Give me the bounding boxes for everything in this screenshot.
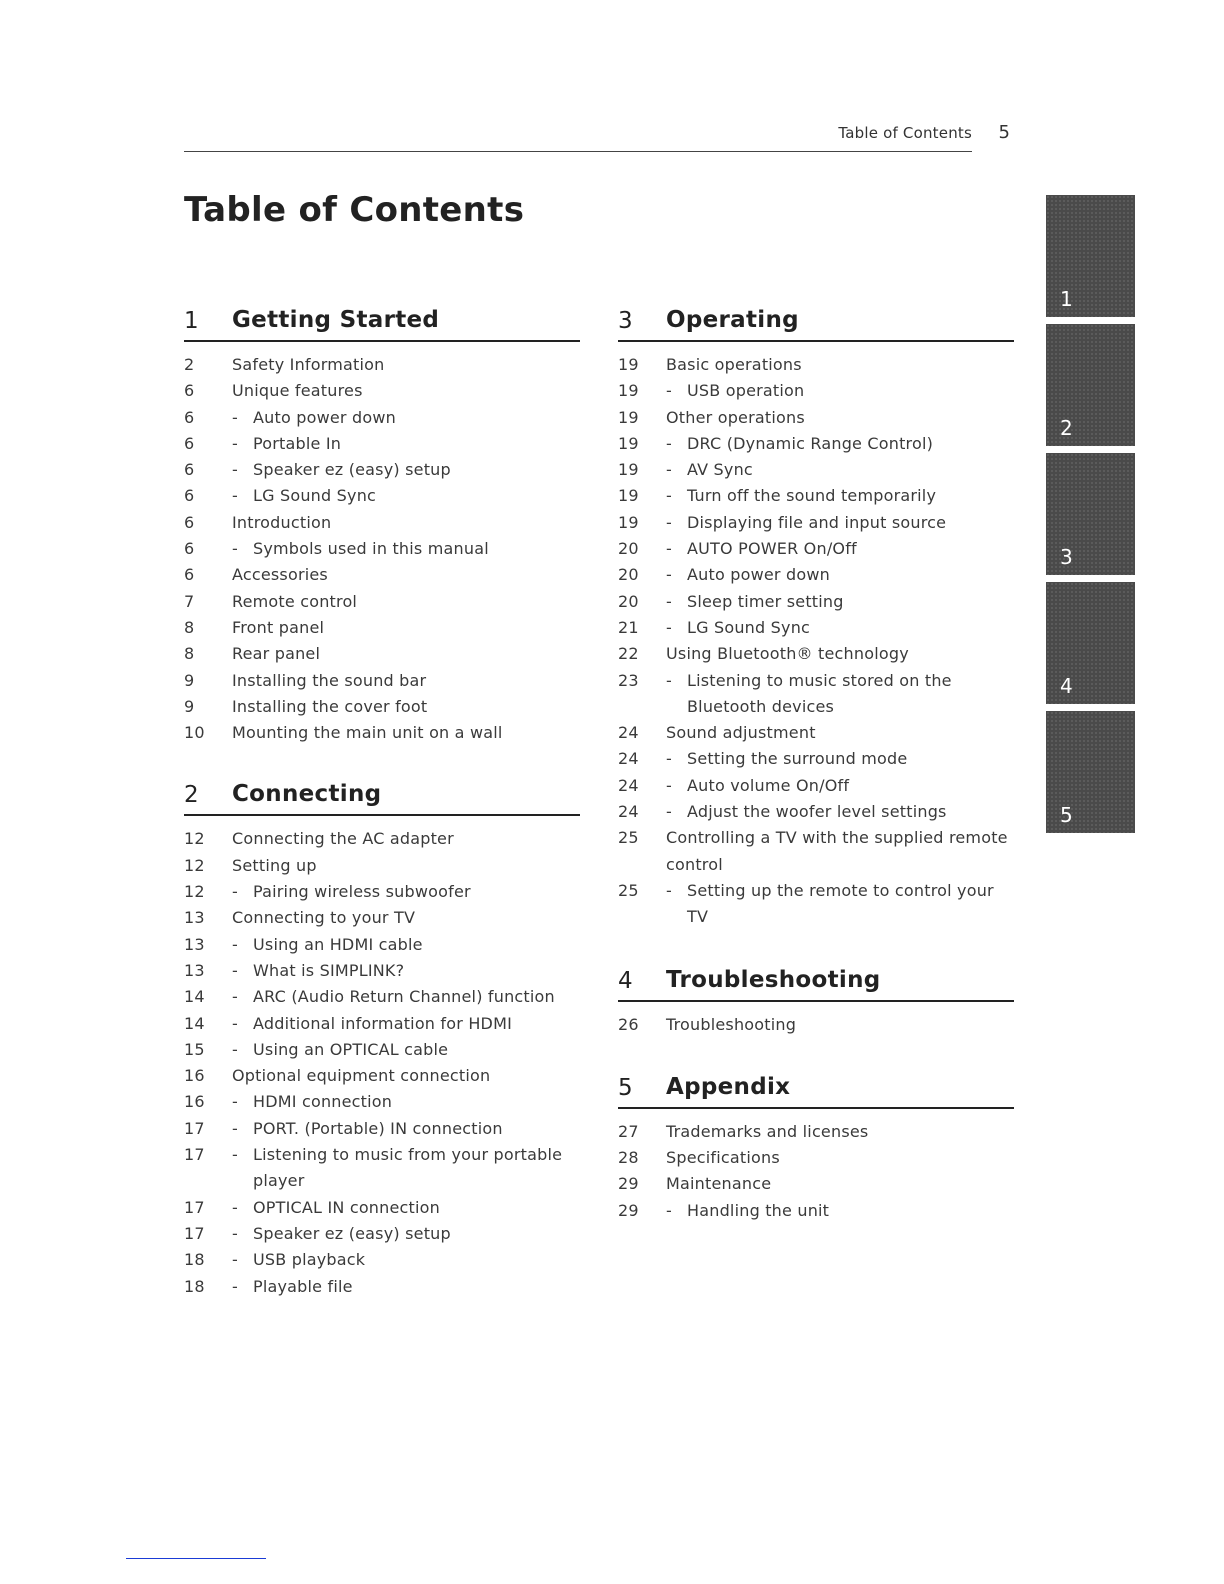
- header-rule: [184, 151, 972, 152]
- toc-subentry[interactable]: [184, 431, 580, 457]
- toc-entry-text: - Using an OPTICAL cable: [232, 1037, 580, 1063]
- toc-entry-text: Installing the cover foot: [232, 696, 428, 716]
- toc-page-number: 6: [184, 512, 195, 532]
- chapter-entries: [618, 1012, 1014, 1038]
- side-tab-number: 5: [1060, 803, 1073, 827]
- running-header: [184, 124, 1014, 148]
- side-tab-3[interactable]: [1046, 453, 1135, 575]
- toc-entry-text: - Handling the unit: [666, 1198, 1014, 1224]
- chapter-title[interactable]: Connecting: [232, 781, 382, 808]
- footer-rule: [126, 1558, 266, 1559]
- toc-right-column: [618, 302, 1014, 1224]
- toc-page-number: 20: [618, 591, 639, 611]
- chapter-title[interactable]: Operating: [666, 307, 799, 333]
- toc-subentry[interactable]: [184, 483, 580, 509]
- toc-page-number: 10: [184, 723, 205, 743]
- chapter-spacer: [184, 746, 580, 776]
- toc-page-number: 13: [184, 960, 205, 980]
- chapter-entries: [184, 826, 580, 1299]
- toc-entry[interactable]: [184, 853, 580, 879]
- toc-entry[interactable]: [618, 405, 1014, 431]
- toc-entry-text: - USB operation: [666, 378, 1014, 404]
- toc-page-number: 24: [618, 723, 639, 743]
- chapter-heading: [184, 776, 580, 816]
- toc-entry[interactable]: [184, 641, 580, 667]
- toc-subentry[interactable]: [184, 1116, 580, 1142]
- toc-subentry[interactable]: [618, 378, 1014, 404]
- toc-page-number: 16: [184, 1092, 205, 1112]
- toc-entry-text: - Setting up the remote to control your TV: [666, 878, 1014, 931]
- toc-page-number: 17: [184, 1118, 205, 1138]
- side-tab-number: 2: [1060, 416, 1073, 440]
- chapter-heading: [618, 1069, 1014, 1109]
- toc-entry[interactable]: [184, 694, 580, 720]
- side-tab-4[interactable]: [1046, 582, 1135, 704]
- toc-page-number: 12: [184, 829, 205, 849]
- chapter-entries: [184, 352, 580, 746]
- toc-page-number: 9: [184, 670, 195, 690]
- toc-entry-text: - Auto power down: [666, 562, 1014, 588]
- toc-page-number: 15: [184, 1039, 205, 1059]
- toc-entry-text: Basic operations: [666, 355, 802, 374]
- toc-page-number: 19: [618, 486, 639, 506]
- toc-entry-text: Introduction: [232, 512, 332, 532]
- toc-entry-text: Troubleshooting: [666, 1014, 797, 1034]
- toc-subentry[interactable]: [618, 510, 1014, 536]
- toc-entry-text: Connecting the AC adapter: [232, 829, 454, 849]
- toc-entry-text: - Speaker ez (easy) setup: [232, 1221, 580, 1247]
- toc-entry-text: Trademarks and licenses: [666, 1121, 869, 1141]
- toc-entry[interactable]: [618, 825, 1014, 878]
- toc-page-number: 6: [184, 565, 195, 585]
- toc-page-number: 6: [184, 460, 195, 480]
- chapter-getting-started: [184, 302, 580, 746]
- toc-subentry[interactable]: [618, 668, 1014, 721]
- toc-page-number: 29: [618, 1174, 639, 1194]
- toc-page-number: 19: [618, 512, 639, 532]
- toc-entry-text: - Listening to music stored on the Bluetooth devices: [666, 668, 1014, 721]
- side-tab-number: 3: [1060, 545, 1073, 569]
- toc-page-number: 25: [618, 880, 639, 900]
- toc-entry[interactable]: [184, 615, 580, 641]
- toc-subentry[interactable]: [618, 615, 1014, 641]
- toc-entry-text: Installing the sound bar: [232, 670, 427, 690]
- toc-subentry[interactable]: [184, 1195, 580, 1221]
- toc-entry[interactable]: [618, 1119, 1014, 1145]
- chapter-appendix: [618, 1069, 1014, 1224]
- toc-subentry[interactable]: [184, 1221, 580, 1247]
- chapter-title[interactable]: Getting Started: [232, 307, 440, 333]
- toc-entry-text: - Displaying file and input source: [666, 510, 1014, 536]
- toc-page-number: 19: [618, 381, 639, 401]
- toc-page-number: 24: [618, 749, 639, 769]
- toc-page-number: 29: [618, 1200, 639, 1220]
- toc-page-number: 6: [184, 539, 195, 559]
- chapter-spacer: [618, 931, 1014, 962]
- toc-entry-text: - Auto power down: [232, 405, 580, 431]
- chapter-entries: [618, 352, 1014, 931]
- toc-page-number: 19: [618, 355, 639, 374]
- toc-page-number: 19: [618, 460, 639, 480]
- toc-subentry[interactable]: [184, 984, 580, 1010]
- toc-subentry[interactable]: [618, 773, 1014, 799]
- toc-entry-text: Controlling a TV with the supplied remote control: [666, 828, 1008, 874]
- toc-page-number: 21: [618, 617, 639, 637]
- toc-entry-text: - Playable file: [232, 1274, 580, 1300]
- page-title: Table of Contents: [184, 190, 525, 230]
- toc-page-number: 17: [184, 1223, 205, 1243]
- toc-subentry[interactable]: [184, 932, 580, 958]
- toc-subentry[interactable]: [184, 1142, 580, 1195]
- toc-page-number: 23: [618, 670, 639, 690]
- toc-page-number: 8: [184, 644, 195, 664]
- toc-page-number: 14: [184, 987, 205, 1007]
- toc-entry-text: Optional equipment connection: [232, 1066, 491, 1086]
- toc-page-number: 24: [618, 802, 639, 822]
- toc-entry-text: - Speaker ez (easy) setup: [232, 457, 580, 483]
- chapter-spacer: [618, 1038, 1014, 1069]
- toc-subentry[interactable]: [184, 405, 580, 431]
- toc-entry-text: - USB playback: [232, 1247, 580, 1273]
- toc-entry-text: - Auto volume On/Off: [666, 773, 1014, 799]
- toc-subentry[interactable]: [184, 958, 580, 984]
- side-tab-number: 4: [1060, 674, 1073, 698]
- toc-subentry[interactable]: [184, 1274, 580, 1300]
- toc-page-number: 2: [184, 355, 195, 374]
- toc-page-number: 20: [618, 565, 639, 585]
- toc-entry-text: - LG Sound Sync: [232, 483, 580, 509]
- toc-entry-text: Mounting the main unit on a wall: [232, 723, 503, 743]
- toc-page-number: 27: [618, 1121, 639, 1141]
- toc-entry-text: Accessories: [232, 565, 328, 585]
- toc-subentry[interactable]: [184, 1089, 580, 1115]
- toc-page-number: 7: [184, 591, 195, 611]
- chapter-entries: [618, 1119, 1014, 1224]
- toc-subentry[interactable]: [618, 431, 1014, 457]
- toc-entry-text: - LG Sound Sync: [666, 615, 1014, 641]
- toc-entry-text: - ARC (Audio Return Channel) function: [232, 984, 580, 1010]
- toc-subentry[interactable]: [184, 1247, 580, 1273]
- toc-subentry[interactable]: [618, 483, 1014, 509]
- toc-page-number: 12: [184, 882, 205, 902]
- toc-subentry[interactable]: [618, 536, 1014, 562]
- toc-page-number: 6: [184, 407, 195, 427]
- toc-entry[interactable]: [184, 826, 580, 852]
- toc-subentry[interactable]: [618, 589, 1014, 615]
- toc-left-column: [184, 302, 580, 1300]
- toc-entry-text: - Turn off the sound temporarily: [666, 483, 1014, 509]
- toc-entry-text: Setting up: [232, 855, 317, 875]
- toc-entry-text: Front panel: [232, 617, 325, 637]
- toc-entry-text: - Listening to music from your portable player: [232, 1142, 580, 1195]
- chapter-number: 1: [184, 308, 199, 334]
- toc-entry-text: Unique features: [232, 381, 363, 401]
- toc-page-number: 24: [618, 775, 639, 795]
- toc-page-number: 19: [618, 433, 639, 453]
- toc-page-number: 20: [618, 539, 639, 559]
- page-number: 5: [998, 122, 1010, 143]
- toc-page-number: 26: [618, 1014, 639, 1034]
- toc-entry[interactable]: [184, 905, 580, 931]
- toc-page-number: 19: [618, 407, 639, 427]
- toc-entry-text: Connecting to your TV: [232, 908, 416, 928]
- toc-entry-text: - Portable In: [232, 431, 580, 457]
- toc-subentry[interactable]: [618, 1198, 1014, 1224]
- toc-entry-text: Using Bluetooth® technology: [666, 644, 909, 664]
- toc-entry[interactable]: [184, 378, 580, 404]
- toc-entry-text: Rear panel: [232, 644, 321, 664]
- toc-entry-text: - DRC (Dynamic Range Control): [666, 431, 1014, 457]
- toc-page-number: 12: [184, 855, 205, 875]
- toc-entry-text: - What is SIMPLINK?: [232, 958, 580, 984]
- toc-subentry[interactable]: [618, 878, 1014, 931]
- toc-subentry[interactable]: [184, 1037, 580, 1063]
- toc-page-number: 13: [184, 934, 205, 954]
- toc-entry-text: Sound adjustment: [666, 723, 816, 743]
- chapter-troubleshooting: [618, 962, 1014, 1038]
- toc-entry[interactable]: [184, 720, 580, 746]
- toc-entry[interactable]: [184, 352, 580, 378]
- toc-entry-text: Safety Information: [232, 355, 385, 374]
- toc-entry[interactable]: [618, 720, 1014, 746]
- toc-page-number: 6: [184, 381, 195, 401]
- side-tab-1[interactable]: [1046, 195, 1135, 317]
- chapter-heading: [618, 302, 1014, 342]
- toc-entry[interactable]: [618, 352, 1014, 378]
- toc-entry[interactable]: [618, 1171, 1014, 1197]
- chapter-heading: [618, 962, 1014, 1002]
- chapter-number: 3: [618, 308, 633, 334]
- toc-page-number: 6: [184, 433, 195, 453]
- toc-entry-text: Remote control: [232, 591, 358, 611]
- toc-entry[interactable]: [184, 562, 580, 588]
- toc-page-number: 28: [618, 1148, 639, 1168]
- side-tab-2[interactable]: [1046, 324, 1135, 446]
- toc-page-number: 16: [184, 1066, 205, 1086]
- toc-entry[interactable]: [184, 510, 580, 536]
- toc-entry[interactable]: [618, 641, 1014, 667]
- toc-page-number: 25: [618, 828, 639, 848]
- toc-entry-text: Other operations: [666, 407, 805, 427]
- toc-page-number: 17: [184, 1145, 205, 1165]
- toc-entry[interactable]: [184, 668, 580, 694]
- toc-entry-text: Specifications: [666, 1148, 780, 1168]
- toc-entry-text: - Adjust the woofer level settings: [666, 799, 1014, 825]
- toc-entry-text: - AUTO POWER On/Off: [666, 536, 1014, 562]
- toc-entry-text: - PORT. (Portable) IN connection: [232, 1116, 580, 1142]
- chapter-number: 5: [618, 1074, 633, 1101]
- toc-entry-text: - Pairing wireless subwoofer: [232, 879, 580, 905]
- toc-page-number: 8: [184, 617, 195, 637]
- toc-entry[interactable]: [184, 1063, 580, 1089]
- toc-subentry[interactable]: [184, 457, 580, 483]
- toc-entry-text: - OPTICAL IN connection: [232, 1195, 580, 1221]
- chapter-operating: [618, 302, 1014, 931]
- toc-subentry[interactable]: [618, 562, 1014, 588]
- toc-entry[interactable]: [618, 1012, 1014, 1038]
- toc-entry-text: - AV Sync: [666, 457, 1014, 483]
- chapter-title[interactable]: Appendix: [666, 1073, 791, 1100]
- toc-entry-text: - Sleep timer setting: [666, 589, 1014, 615]
- toc-entry-text: - Using an HDMI cable: [232, 932, 580, 958]
- toc-subentry[interactable]: [618, 799, 1014, 825]
- toc-entry-text: - HDMI connection: [232, 1089, 580, 1115]
- toc-page-number: 17: [184, 1197, 205, 1217]
- toc-page-number: 22: [618, 644, 639, 664]
- side-tab-5[interactable]: [1046, 711, 1135, 833]
- toc-subentry[interactable]: [618, 746, 1014, 772]
- toc-subentry[interactable]: [184, 879, 580, 905]
- toc-page-number: 6: [184, 486, 195, 506]
- toc-page-number: 14: [184, 1013, 205, 1033]
- chapter-number: 2: [184, 782, 199, 809]
- chapter-title[interactable]: Troubleshooting: [666, 966, 881, 993]
- toc-entry-text: - Symbols used in this manual: [232, 536, 580, 562]
- toc-subentry[interactable]: [184, 1011, 580, 1037]
- toc-page-number: 18: [184, 1250, 205, 1270]
- toc-entry-text: - Additional information for HDMI: [232, 1011, 580, 1037]
- running-title: Table of Contents: [838, 124, 972, 142]
- chapter-connecting: [184, 776, 580, 1299]
- toc-subentry[interactable]: [618, 457, 1014, 483]
- chapter-side-tabs: [1046, 195, 1135, 840]
- chapter-number: 4: [618, 967, 633, 994]
- toc-page-number: 13: [184, 908, 205, 928]
- toc-entry[interactable]: [618, 1145, 1014, 1171]
- toc-entry[interactable]: [184, 589, 580, 615]
- toc-page-number: 9: [184, 696, 195, 716]
- side-tab-number: 1: [1060, 287, 1073, 311]
- toc-entry-text: Maintenance: [666, 1174, 772, 1194]
- toc-subentry[interactable]: [184, 536, 580, 562]
- toc-page-number: 18: [184, 1276, 205, 1296]
- chapter-heading: [184, 302, 580, 342]
- toc-entry-text: - Setting the surround mode: [666, 746, 1014, 772]
